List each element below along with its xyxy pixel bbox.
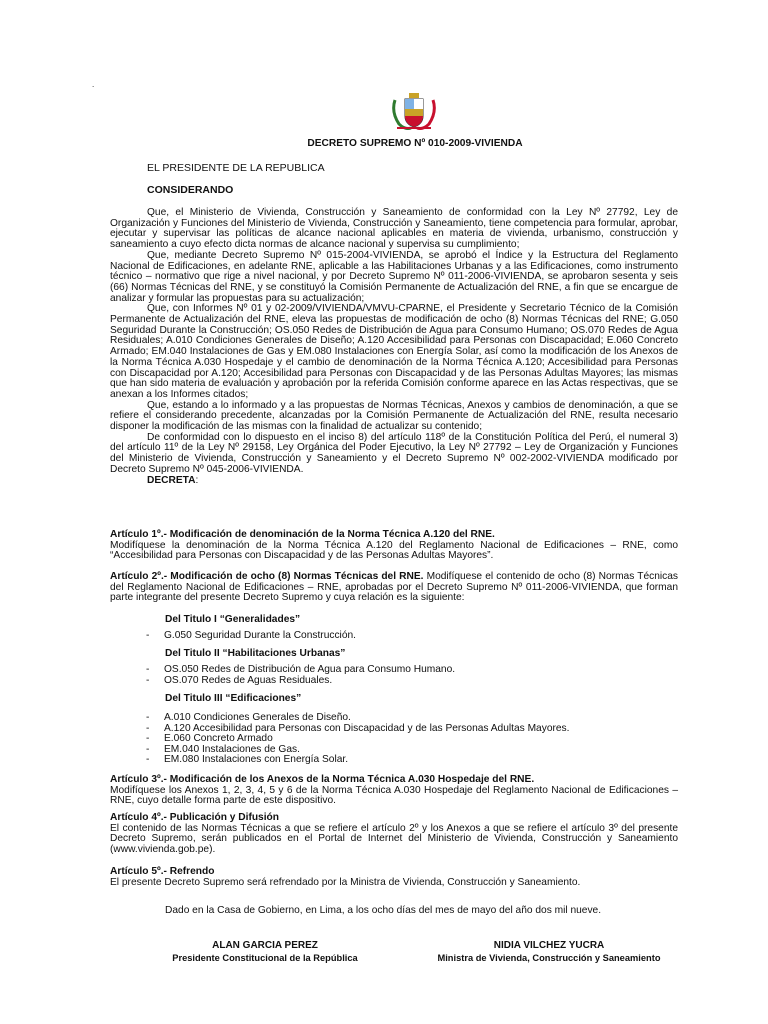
dado-line: Dado en la Casa de Gobierno, en Lima, a los ocho días del mes de mayo del año dos mil nueve.	[165, 905, 602, 916]
considerando-paragraph: Que, mediante Decreto Supremo Nº 015-2004-VIVIENDA, se aprobó el Índice y la Estructura del Reglamento Nacional de Edificaciones, en adelante RNE, aplicable a las Habilitaciones Urbanas y a las Edificaciones, como instrumento técnico – normativo que rige a nivel nacional, y por Decreto Supremo Nº 011-2006-VIVIENDA, se aprobaron sesenta y seis (66) Normas Técnicas del RNE, y se constituyó la Comisión Permanente de Actualización del RNE, a fin que se encargue de analizar y formular las propuestas para su actualización;	[110, 249, 678, 304]
considerando-paragraph: Que, con Informes Nº 01 y 02-2009/VIVIENDA/VMVU-CPARNE, el Presidente y Secretario Técnico de la Comisión Permanente de Actualización del RNE, eleva las propuestas de modificación de ocho (8) Normas Técnicas del RNE; G.050 Seguridad Durante la Construcción; OS.050 Redes de Distribución de Agua para Consumo Humano; OS.070 Redes de Agua Residuales; A.010 Condiciones Generales de Diseño; A.120 Accesibilidad para Personas con Discapacidad; E.060 Concreto Armado; EM.040 Instalaciones de Gas y EM.080 Instalaciones con Energía Solar, así como la modificación de los Anexos de la Norma Técnica A.030 Hospedaje y el cambio de denominación de la Norma Técnica A.120; Accesibilidad para Personas con Discapacidad por A.120; Accesibilidad para Personas con Discapacidad y de las Personas Adultas Mayores; las mismas que han sido materia de evaluación y aprobación por la referida Comisión conforme aparece en las Actas respectivas, que se anexan a los Informes citados;	[110, 303, 678, 400]
signer-name: ALAN GARCIA PEREZ	[212, 940, 318, 951]
signer-role: Presidente Constitucional de la República	[172, 953, 358, 963]
article-4-heading: Artículo 4º.- Publicación y Difusión	[110, 812, 280, 823]
considerandos	[110, 208, 678, 486]
stray-mark: .	[92, 80, 95, 89]
article-5-text: El presente Decreto Supremo será refrendado por la Ministra de Vivienda, Construcción y Saneamiento.	[110, 876, 581, 888]
article-5	[110, 867, 678, 888]
article-1-text: Modifíquese la denominación de la Norma Técnica A.120 del Reglamento Nacional de Edificaciones – RNE, como “Accesibilidad para Personas con Discapacidad y de las Personas Adultas Mayores”.	[110, 539, 678, 562]
article-1	[110, 530, 678, 562]
article-3-heading: Artículo 3º.- Modificación de los Anexos de la Norma Técnica A.030 Hospedaje del RNE.	[110, 774, 535, 785]
article-2-text: Modifíquese el contenido de ocho (8) Normas Técnicas del Reglamento Nacional de Edificaciones – RNE, aprobadas por el Decreto Supremo Nº 011-2006-VIVIENDA, que forman parte integrante del presente Decreto Supremo y cuya relación es la siguiente:	[110, 571, 678, 604]
list-item: - A.120 Accesibilidad para Personas con Discapacidad y de las Personas Adultas Mayores.	[146, 724, 569, 735]
considerando-paragraph: De conformidad con lo dispuesto en el inciso 8) del artículo 118º de la Constitución Política del Perú, el numeral 3) del artículo 11º de la Ley Nº 29158, Ley Orgánica del Poder Ejecutivo, la Ley Nº 27792 – Ley de Organización y Funciones del Ministerio de Vivienda, Construcción y Saneamiento y el Decreto Supremo Nº 002-2002-VIVIENDA modificado por Decreto Supremo Nº 045-2006-VIVIENDA.	[110, 431, 678, 475]
list-item: - OS.050 Redes de Distribución de Agua para Consumo Humano.	[146, 665, 455, 676]
article-3	[110, 775, 678, 807]
article-1-heading: Artículo 1º.- Modificación de denominación de la Norma Técnica A.120 del RNE.	[110, 529, 495, 540]
titulo-1-heading: Del Titulo I “Generalidades”	[165, 614, 301, 625]
signature-president	[160, 940, 370, 963]
signer-name: NIDIA VILCHEZ YUCRA	[493, 940, 605, 951]
article-4-text: El contenido de las Normas Técnicas a que se refiere el artículo 2º y los Anexos a que se refiere el artículo 3º del presente Decreto Supremo, serán publicados en el Portal de Internet del Ministerio de Vivienda, Construcción y Saneamiento (www.vivienda.gob.pe).	[110, 822, 678, 856]
considerando-heading: CONSIDERANDO	[147, 184, 234, 196]
titulo-3-heading: Del Titulo III “Edificaciones”	[165, 693, 302, 704]
titulo-3-list	[146, 713, 569, 766]
signer-role: Ministra de Vivienda, Construcción y Saneamiento	[437, 953, 661, 963]
signature-minister	[418, 940, 680, 963]
titulo-2-heading: Del Titulo II “Habilitaciones Urbanas”	[165, 648, 346, 659]
article-3-text: Modifíquese los Anexos 1, 2, 3, 4, 5 y 6 de la Norma Técnica A.030 Hospedaje del Reglamento Nacional de Edificaciones – RNE, cuyo detalle forma parte de este dispositivo.	[110, 784, 678, 807]
article-5-heading: Artículo 5º.- Refrendo	[110, 866, 215, 877]
article-2-heading: Artículo 2º.- Modificación de ocho (8) Normas Técnicas del RNE.	[110, 571, 424, 582]
considerando-paragraph: Que, el Ministerio de Vivienda, Construcción y Saneamiento de conformidad con la Ley Nº 27792, Ley de Organización y Funciones del Ministerio de Vivienda, Construcción y Saneamiento, tiene competencia para formular, aprobar, ejecutar y supervisar las políticas de alcance nacional aplicables en materia de vivienda, urbanismo, construcción y saneamiento a cuyo efecto dicta normas de alcance nacional y supervisa su cumplimiento;	[110, 207, 678, 251]
list-item: - EM.040 Instalaciones de Gas.	[146, 745, 569, 756]
peru-coat-of-arms-icon	[391, 92, 437, 132]
decree-title: DECRETO SUPREMO Nº 010-2009-VIVIENDA	[307, 138, 523, 149]
considerando-paragraph: Que, estando a lo informado y a las propuestas de Normas Técnicas, Anexos y cambios de denominación, a que se refiere el considerando precedente, alcanzadas por la Comisión Permanente de Actualización del RNE, resulta necesario disponer la modificación de las mismas con la finalidad de actualizar su contenido;	[110, 399, 678, 433]
list-item: - A.010 Condiciones Generales de Diseño.	[146, 713, 569, 724]
list-item: - OS.070 Redes de Aguas Residuales.	[146, 676, 455, 687]
list-item: - EM.080 Instalaciones con Energía Solar.	[146, 755, 569, 766]
list-item: - G.050 Seguridad Durante la Construcción.	[146, 631, 356, 642]
article-4	[110, 813, 678, 856]
titulo-2-list	[146, 665, 455, 686]
list-item: - E.060 Concreto Armado	[146, 734, 569, 745]
presidente-line: EL PRESIDENTE DE LA REPUBLICA	[147, 162, 325, 174]
decreta-heading: DECRETA	[147, 474, 196, 486]
decreta-line: DECRETA:	[147, 474, 199, 486]
article-2	[110, 572, 678, 604]
titulo-1-list	[146, 631, 356, 642]
